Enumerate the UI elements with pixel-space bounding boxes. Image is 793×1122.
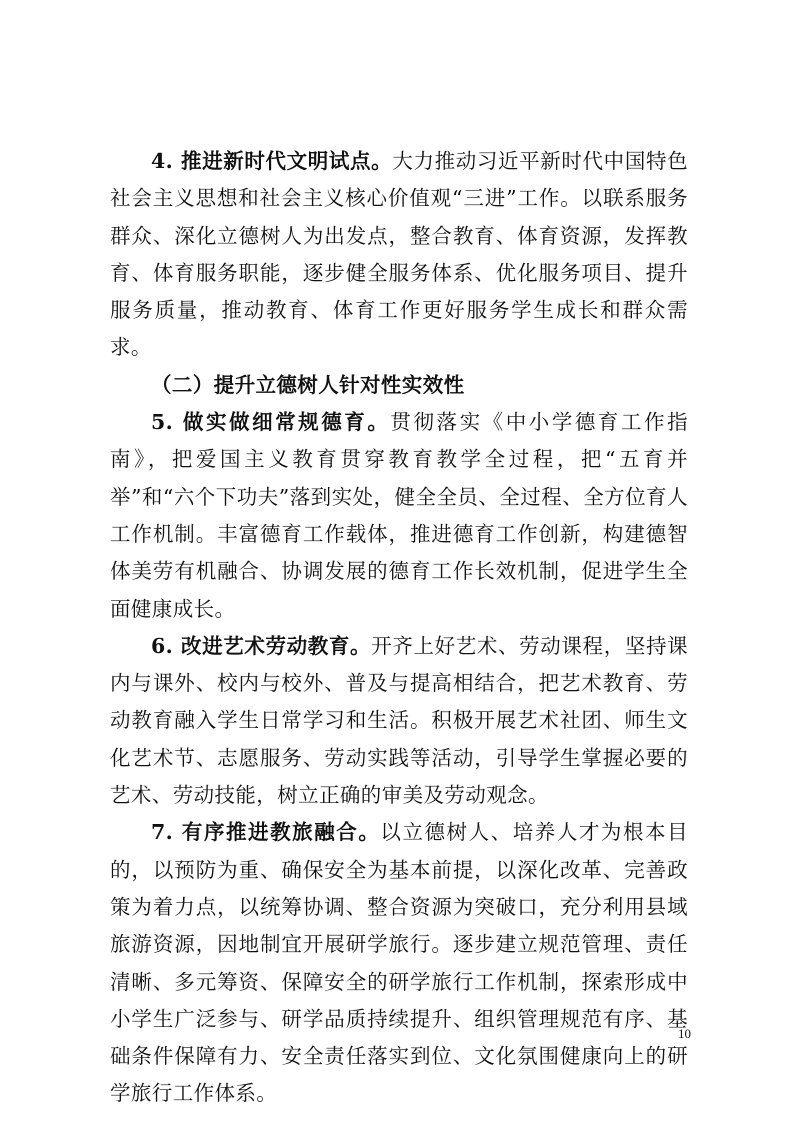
paragraph-moral-education bbox=[110, 404, 688, 628]
paragraph-lead: 4. 推进新时代文明试点。 bbox=[151, 149, 393, 173]
paragraph-education-tourism bbox=[110, 814, 688, 1112]
paragraph-civilization-pilot bbox=[110, 143, 688, 367]
section-heading: （二）提升立德树人针对性实效性 bbox=[151, 372, 465, 397]
paragraph-text: 大力推动习近平新时代中国特色社会主义思想和社会主义核心价值观“三进”工作。以联系服务群众、深化立德树人为出发点，整合教育、体育资源，发挥教育、体育服务职能，逐步健全服务体系、优化服务项目、提升服务质量，推动教育、体育工作更好服务学生成长和群众需求。 bbox=[110, 149, 688, 360]
body-text bbox=[110, 143, 688, 1113]
paragraph-text: 以立德树人、培养人才为根本目的，以预防为重、确保安全为基本前提，以深化改革、完善政策为着力点，以统筹协调、整合资源为突破口，充分利用县域旅游资源，因地制宜开展研学旅行。逐步建立规范管理、责任清晰、多元筹资、保障安全的研学旅行工作机制，探索形成中小学生广泛参与、研学品质持续提升、组织管理规范有序、基础条件保障有力、安全责任落实到位、文化氛围健康向上的研学旅行工作体系。 bbox=[110, 820, 688, 1106]
paragraph-arts-labor-education bbox=[110, 628, 688, 814]
paragraph-lead: 5. 做实做细常规德育。 bbox=[151, 410, 391, 435]
paragraph-text: 开齐上好艺术、劳动课程，坚持课内与课外、校内与校外、普及与提高相结合，把艺术教育、劳动教育融入学生日常学习和生活。积极开展艺术社团、师生文化艺术节、志愿服务、劳动实践等活动，引导学生掌握必要的艺术、劳动技能，树立正确的审美及劳动观念。 bbox=[110, 633, 689, 808]
paragraph-lead: 6. 改进艺术劳动教育。 bbox=[151, 633, 372, 658]
paragraph-text: 贯彻落实《中小学德育工作指南》，把爱国主义教育贯穿教育教学全过程，把“五育并举”和“六个下功夫”落到实处，健全全员、全过程、全方位育人工作机制。丰富德育工作载体，推进德育工作创新，构建德智体美劳有机融合、协调发展的德育工作长效机制，促进学生全面健康成长。 bbox=[110, 410, 689, 621]
page-number: 10 bbox=[678, 1026, 691, 1041]
paragraph-lead: 7. 有序推进教旅融合。 bbox=[151, 820, 381, 845]
